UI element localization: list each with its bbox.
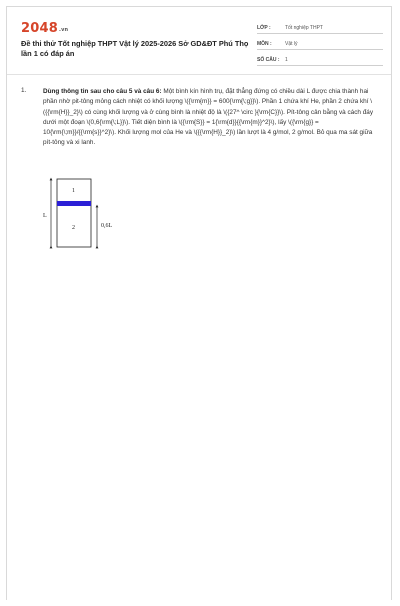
logo-text: 2048 <box>21 21 58 36</box>
meta-subject-value: Vật lý <box>285 41 298 47</box>
page-header <box>21 19 381 69</box>
question-body: Một bình kín hình trụ, đặt thẳng đứng có chiều dài L được chia thành hai phần nhờ pit-tông mỏng cách nhiệt có khối lượng \({\rm{m}} = 600{\rm{\;g}}\). Phần 1 chứa khí He, phần 2 chứa khí \({{\rm{H}}_2}\) có cùng khối lượng và ở cùng bình là nhiệt độ là \({27^ \circ }{\rm{C}}\). Pít-tông cân bằng và cách đáy dưới một đoạn \(0,6{\rm{\;L}}\). Tiết diện bình là \({\rm{S}} = 1{\rm{d}}{{\rm{m}}^2}\), lấy \({\rm{g}} = 10{\rm{\;m}}/{{\rm{s}}^2}\). Khối lượng mol của He và \({{\rm{H}}_2}\) lần lượt là 4 g/mol, 2 g/mol. Bỏ qua ma sát giữa pít-tông và xi lanh. <box>43 88 374 147</box>
exam-title: Đề thi thử Tốt nghiệp THPT Vật lý 2025-2026 Sở GD&ĐT Phú Thọ lần 1 có đáp án <box>21 39 249 58</box>
cylinder-diagram <box>43 177 143 257</box>
site-logo[interactable] <box>21 21 68 36</box>
meta-row-count <box>257 51 383 66</box>
meta-subject-label: MÔN : <box>257 41 272 47</box>
meta-row-subject <box>257 35 383 50</box>
question-text <box>43 87 377 149</box>
meta-class-label: LỚP : <box>257 25 271 31</box>
length-label: L <box>43 213 47 219</box>
logo-tld: .vn <box>58 27 69 33</box>
meta-class-value: Tốt nghiệp THPT <box>285 25 323 31</box>
meta-count-label: SỐ CÂU : <box>257 57 280 63</box>
meta-row-class <box>257 19 383 34</box>
cylinder-figure <box>43 177 143 257</box>
document-page <box>6 6 392 600</box>
question-intro: Dùng thông tin sau cho câu 5 và câu 6: <box>43 88 162 95</box>
height-label: 0,6L <box>101 223 113 229</box>
part-1-label: 1 <box>72 188 75 194</box>
part-2-label: 2 <box>72 225 75 231</box>
header-divider <box>7 74 391 75</box>
meta-count-value: 1 <box>285 57 288 63</box>
question-number: 1. <box>21 87 27 94</box>
piston <box>57 201 91 206</box>
exam-meta <box>257 19 383 67</box>
